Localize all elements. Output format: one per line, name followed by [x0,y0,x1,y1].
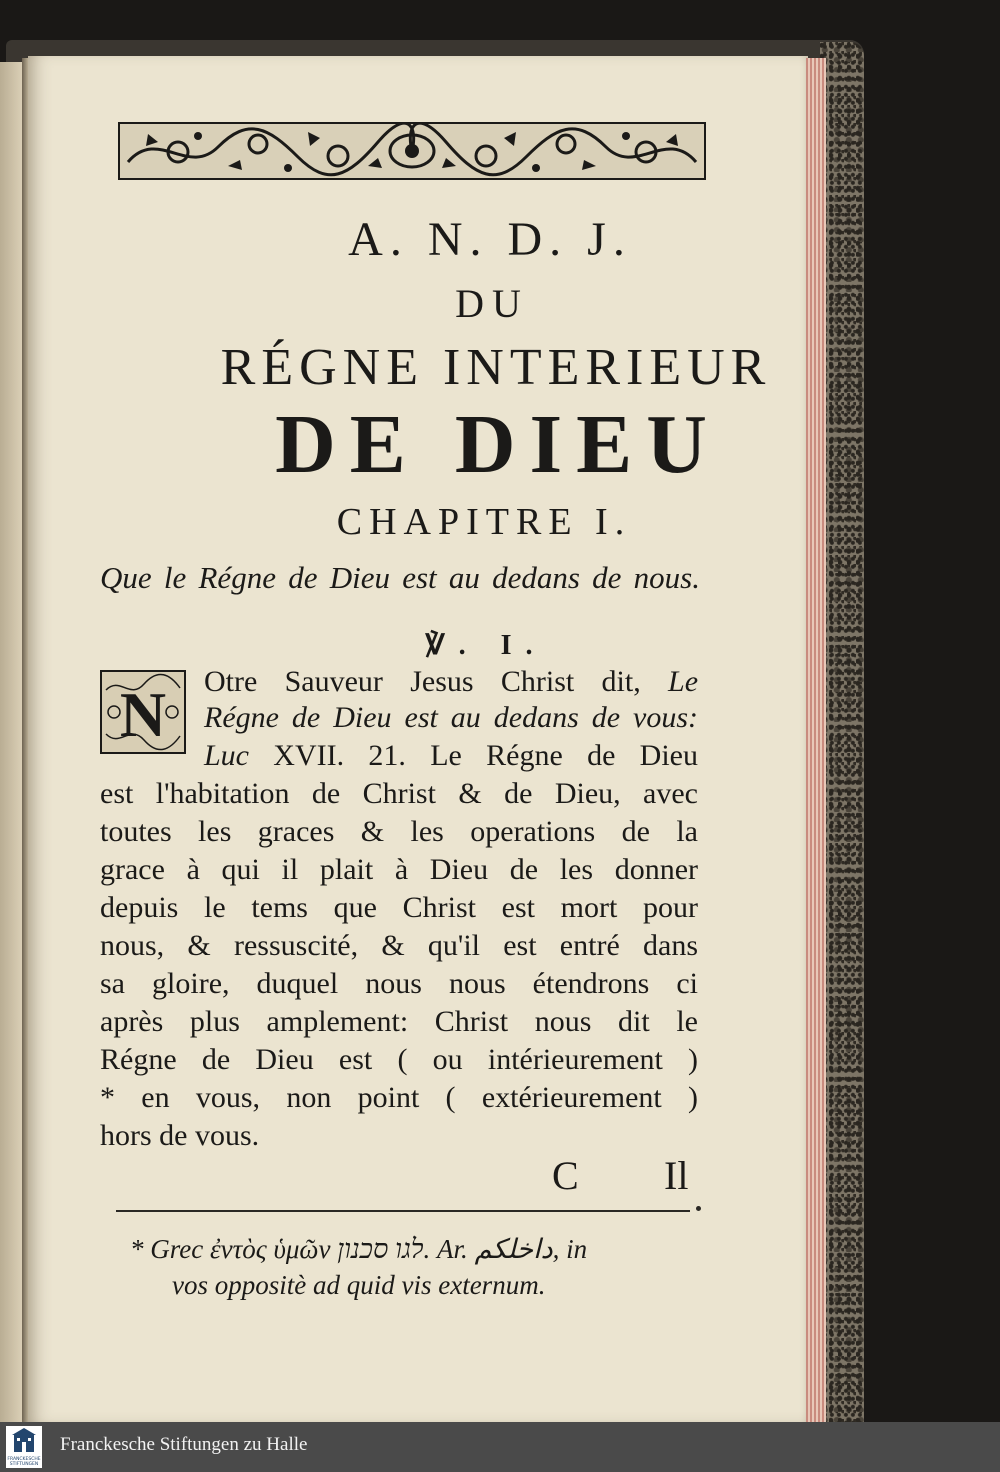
body-line-4: est l'habitation de Christ & de Dieu, avec [100,777,698,810]
title-du: DU [455,281,529,326]
footnote-line-1: * Grec ἐντὸς ὑμῶν לגו סכנון. Ar. داخلكم, in [130,1234,588,1264]
footer-label[interactable]: Franckesche Stiftungen zu Halle [60,1434,308,1455]
catchword: Il [664,1153,689,1198]
footnote-line-2: vos oppositè ad quid vis externum. [172,1270,546,1300]
body-line-3: Luc XVII. 21. Le Régne de Dieu [204,739,698,772]
decorated-dropcap-icon [100,670,186,754]
floral-headpiece-ornament-icon [118,122,706,180]
signature-mark: C [552,1153,579,1198]
body-line-7: depuis le tems que Christ est mort pour [100,891,698,924]
body-line-2: Régne de Dieu est au dedans de vous: [204,701,698,734]
title-regne-interieur: RÉGNE INTERIEUR [220,339,772,396]
body-line-8: nous, & ressuscité, & qu'il est entré dans [100,929,698,962]
footnote-rule [116,1210,690,1212]
chapter-subtitle: Que le Régne de Dieu est au dedans de nous. [100,560,700,595]
logo-text: FRANCKESCHE STIFTUNGEN [7,1457,41,1467]
dropcap-letter: N [119,679,167,750]
verse-number: ℣. I. [425,630,547,661]
body-line-6: grace à qui il plait à Dieu de les donner [100,853,698,886]
body-line-1: Otre Sauveur Jesus Christ dit, Le [204,665,699,698]
title-de-dieu: DE DIEU [275,398,721,491]
body-line-10: après plus amplement: Christ nous dit le [100,1005,698,1038]
footnote-rule-dot [696,1206,701,1211]
body-line-9: sa gloire, duquel nous nous étendrons ci [100,967,698,1000]
franckesche-stiftungen-logo-icon[interactable] [6,1426,42,1468]
body-line-13: hors de vous. [100,1119,260,1152]
body-line-11: Régne de Dieu est ( ou intérieurement ) [100,1043,698,1076]
body-line-12: * en vous, non point ( extérieurement ) [100,1081,698,1114]
title-initials: A. N. D. J. [348,213,632,266]
footer-bar [0,1422,1000,1472]
body-line-5: toutes les graces & les operations de la [100,815,698,848]
chapter-heading: CHAPITRE I. [336,501,632,543]
